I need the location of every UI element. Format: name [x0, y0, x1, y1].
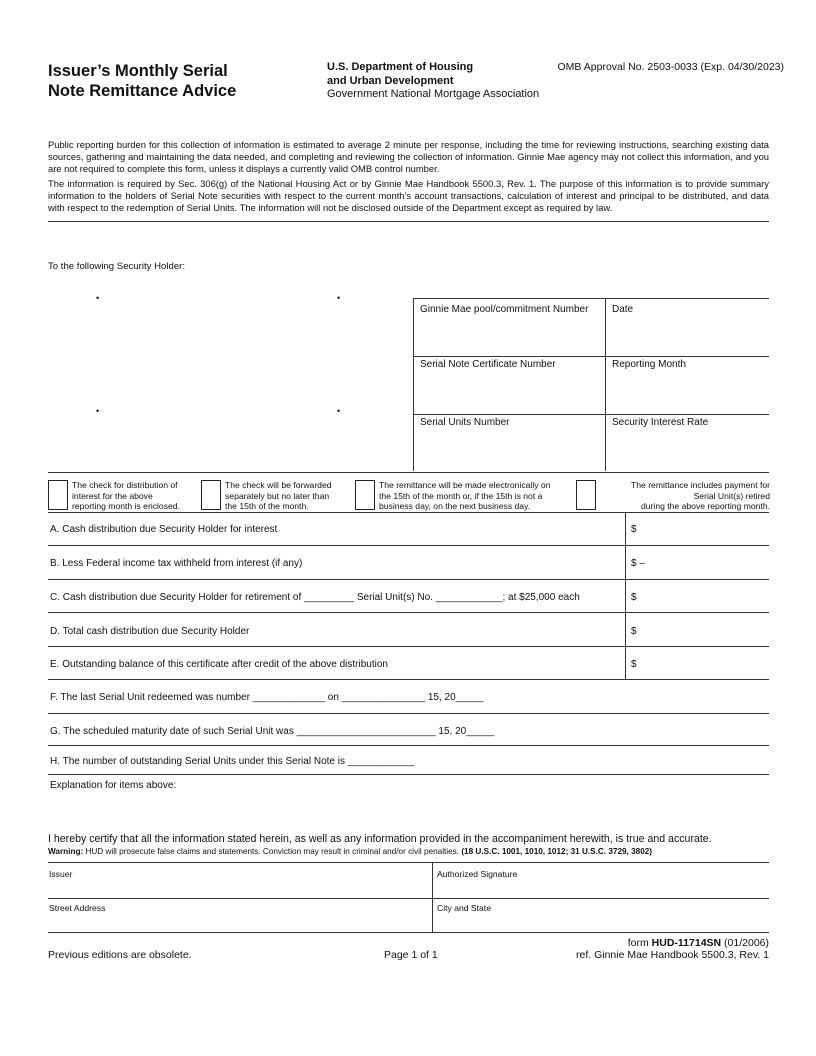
line-item-f-label: F. The last Serial Unit redeemed was number _____________ on _______________ 15, 20_____	[50, 692, 484, 703]
line-item-b	[48, 545, 769, 579]
signature-block	[48, 862, 769, 932]
address-bullet-3: •	[96, 406, 100, 416]
form-title-line-1: Issuer’s Monthly Serial	[48, 62, 228, 80]
option-3-line-3: business day, on the next business day.	[379, 501, 531, 511]
agency-block	[327, 61, 539, 102]
grid-divider-1	[414, 356, 769, 357]
address-bullet-1: •	[96, 293, 100, 303]
city-state-field[interactable]: City and State	[437, 903, 491, 913]
line-item-a-label: A. Cash distribution due Security Holder for interest	[50, 524, 278, 535]
footer-obsolete-note: Previous editions are obsolete.	[48, 949, 192, 961]
pool-info-grid	[413, 298, 769, 471]
form-date: (01/2006)	[721, 937, 769, 949]
footer-page-number: Page 1 of 1	[384, 949, 438, 961]
line-item-f[interactable]	[48, 679, 769, 713]
option-3-line-2: the 15th of the month or, if the 15th is not a	[379, 490, 543, 501]
remittance-options	[48, 472, 769, 512]
warning-label: Warning:	[48, 847, 84, 856]
option-1-line-3: reporting month is enclosed.	[72, 501, 180, 511]
option-check-forwarded-text	[225, 480, 332, 512]
line-item-e-amount[interactable]: $	[625, 647, 637, 679]
option-2-line-2: separately but no later than	[225, 490, 330, 501]
form-title-line-2: Note Remittance Advice	[48, 82, 237, 100]
option-check-enclosed-checkbox[interactable]	[48, 480, 68, 510]
option-1-line-2: interest for the above	[72, 490, 153, 501]
issuer-field[interactable]: Issuer	[49, 869, 73, 879]
warning-text: HUD will prosecute false claims and statements. Conviction may result in criminal and/or civil penalties.	[83, 847, 460, 856]
form-title	[48, 61, 278, 101]
option-electronic-checkbox[interactable]	[355, 480, 375, 510]
option-check-enclosed-text	[72, 480, 180, 512]
omb-approval: OMB Approval No. 2503-0033 (Exp. 04/30/2023)	[557, 61, 784, 73]
agency-name-line-1: U.S. Department of Housing	[327, 61, 474, 73]
line-item-e	[48, 646, 769, 679]
explanation-label: Explanation for items above:	[50, 780, 177, 791]
line-item-h[interactable]	[48, 745, 769, 774]
line-item-e-label: E. Outstanding balance of this certificate after credit of the above distribution	[50, 659, 388, 670]
certificate-number-field[interactable]: Serial Note Certificate Number	[420, 359, 556, 370]
certification-statement: I hereby certify that all the information stated herein, as well as any information provided in the accompaniment herewith, is true and accurate.	[48, 833, 712, 845]
explanation-area[interactable]	[48, 774, 769, 830]
line-item-g[interactable]	[48, 713, 769, 745]
signature-bottom-rule	[48, 932, 769, 933]
interest-rate-field[interactable]: Security Interest Rate	[612, 417, 709, 428]
line-item-d	[48, 612, 769, 646]
agency-subname: Government National Mortgage Association	[327, 88, 540, 100]
form-number: HUD-11714SN	[651, 937, 722, 949]
option-4-line-2: Serial Unit(s) retired	[693, 490, 770, 501]
option-1-line-1: The check for distribution of	[72, 480, 178, 490]
line-item-h-label: H. The number of outstanding Serial Units under this Serial Note is ____________	[50, 756, 415, 767]
option-3-line-1: The remittance will be made electronically on	[379, 480, 551, 490]
form-prefix: form	[627, 937, 652, 949]
street-address-field[interactable]: Street Address	[49, 903, 106, 913]
footer-form-number	[628, 937, 769, 949]
burden-paragraph-1: Public reporting burden for this collection of information is estimated to average 2 minute per response, including the time for reviewing instructions, searching existing data sources, gathering and maintaining the data needed, and completing and reviewing the collection of information. Ginnie Mae agency may not collect this information, and you are not required to complete this form, unless it displays a currently valid OMB control number.	[48, 139, 769, 174]
warning-citation: (18 U.S.C. 1001, 1010, 1012; 31 U.S.C. 3729, 3802)	[461, 847, 653, 856]
line-item-d-amount[interactable]: $	[625, 613, 637, 646]
option-check-forwarded-checkbox[interactable]	[201, 480, 221, 510]
date-field[interactable]: Date	[612, 304, 634, 315]
line-item-b-amount[interactable]: $ –	[625, 546, 645, 579]
burden-statement	[48, 139, 769, 217]
line-item-c	[48, 579, 769, 612]
reporting-month-field[interactable]: Reporting Month	[612, 359, 686, 370]
warning-notice	[48, 847, 652, 856]
authorized-signature-field[interactable]: Authorized Signature	[437, 869, 518, 879]
option-retired-units-checkbox[interactable]	[576, 480, 596, 510]
line-item-a	[48, 512, 769, 545]
line-item-b-label: B. Less Federal income tax withheld from interest (if any)	[50, 558, 303, 569]
footer-handbook-ref: ref. Ginnie Mae Handbook 5500.3, Rev. 1	[575, 949, 769, 961]
option-2-line-3: the 15th of the month.	[225, 501, 309, 511]
option-electronic-text	[379, 480, 550, 512]
serial-units-number-field[interactable]: Serial Units Number	[420, 417, 510, 428]
line-items	[48, 512, 769, 830]
option-4-line-1: The remittance includes payment for	[631, 480, 770, 490]
line-item-c-label: C. Cash distribution due Security Holder for retirement of _________ Serial Unit(s) No. ____________; at $25,000 each	[50, 592, 580, 603]
option-4-line-3: during the above reporting month.	[641, 501, 770, 511]
security-holder-label: To the following Security Holder:	[48, 261, 186, 272]
pool-number-field[interactable]: Ginnie Mae pool/commitment Number	[420, 304, 589, 315]
address-bullet-4: •	[337, 406, 341, 416]
grid-divider-2	[414, 414, 769, 415]
address-bullet-2: •	[337, 293, 341, 303]
agency-name-line-2: and Urban Development	[327, 74, 454, 87]
grid-divider-vertical	[605, 299, 606, 471]
line-item-d-label: D. Total cash distribution due Security Holder	[50, 626, 250, 637]
line-item-c-amount[interactable]: $	[625, 580, 637, 612]
option-retired-units-text	[600, 480, 770, 512]
option-2-line-1: The check will be forwarded	[225, 480, 332, 490]
signature-divider	[48, 898, 769, 899]
burden-paragraph-2: The information is required by Sec. 306(g) of the National Housing Act or by Ginnie Mae Handbook 5500.3, Rev. 1. The purpose of this information is to provide summary information to the holders of Serial Note securities with respect to the current month’s account transactions, calculation of interest and principal to be distributed, and data with respect to the redemption of Serial Units. The information will not be disclosed outside of the Department except as required by law.	[48, 178, 769, 213]
line-item-g-label: G. The scheduled maturity date of such Serial Unit was _________________________ 15, 20_____	[50, 726, 495, 737]
burden-divider	[48, 221, 769, 222]
line-item-a-amount[interactable]: $	[625, 513, 637, 545]
